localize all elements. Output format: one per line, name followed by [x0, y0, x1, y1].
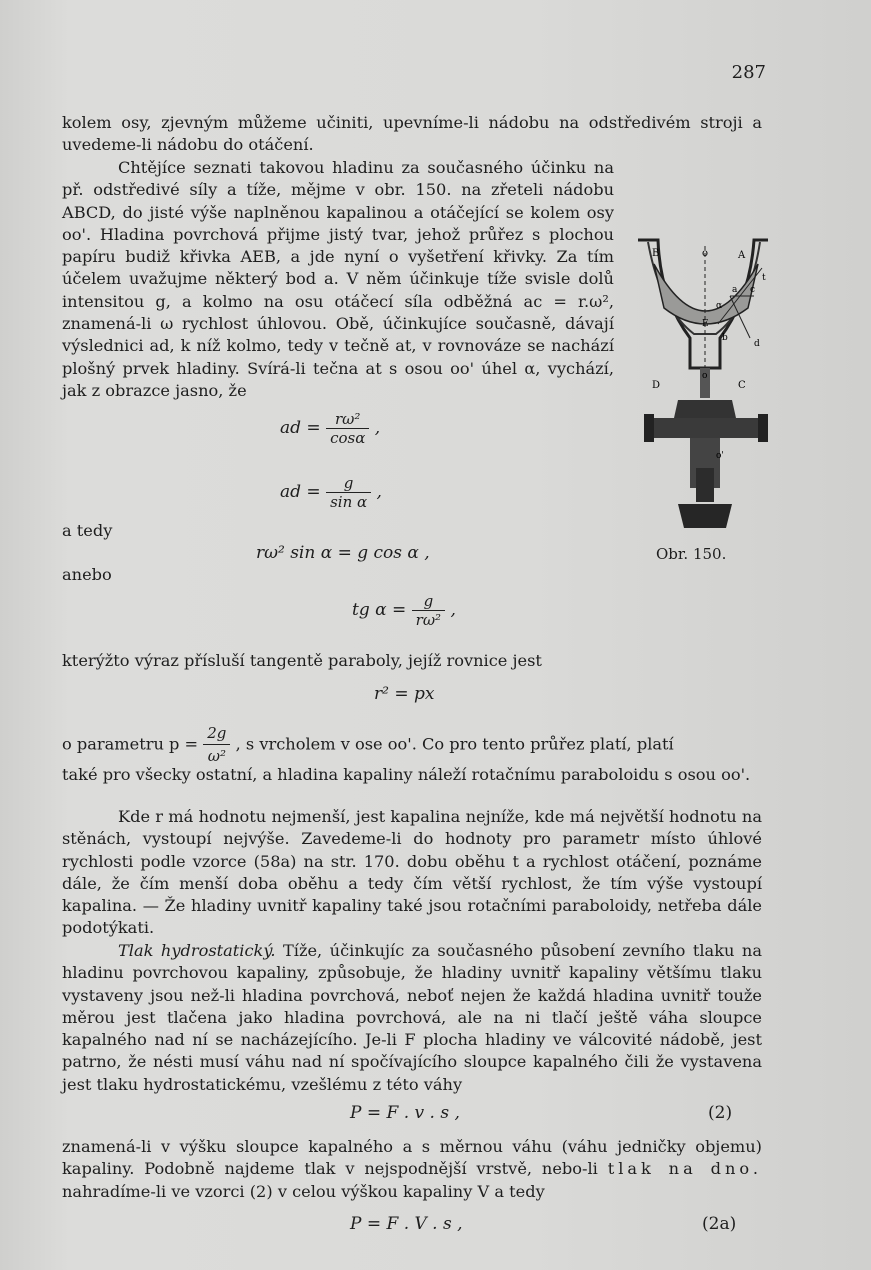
paragraph-6: Tlak hydrostatický. Tíže, účinkujíc za současného působení zevního tlaku na hladinu povrchovou kapaliny, způsobuje, že hladiny uvnitř kapaliny většímu tlaku vystaveny jsou než-li hladina povrchová, neboť nejen že každá hladina uvnitř touže měrou jest tlačena jako hladina povrchová, ale na ni tlačí ještě váha sloupce kapalného nad ní se nacházejícího. Je-li F plocha hladiny ve válcovité nádobě, jest patrno, že nésti musí váhu nad ní spočívajícího sloupce kapalného čili že vystavena jest tlaku hydrostatickému, vzešlému z této váhy [62, 941, 762, 1094]
label-t: t [762, 273, 766, 283]
equation-5: r² = px [374, 684, 435, 704]
label-B: B [652, 248, 660, 259]
liquid-surface [654, 264, 758, 324]
label-a: a [732, 285, 738, 295]
label-anebo: anebo [62, 565, 112, 584]
paragraph-4: o parametru p = $\frac{2g}{\text{ω²}}$ , s vrcholem v ose oo'. Co pro tento průřez platí, platí [62, 724, 674, 766]
paragraph-3: kterýžto výraz přísluší tangentě paraboly, jejíž rovnice jest [62, 651, 542, 670]
paragraph-7: znamená-li v výšku sloupce kapalného a s měrnou váhu (váhu jedničky objemu) kapaliny. Podobně najdeme tlak v nejspodnější vrstvě, nebo-li tlak na dno. nahradíme-li ve vzorci (2) v celou výškou kapaliny V a tedy [62, 1137, 762, 1201]
label-c: c [750, 285, 756, 295]
equation-4: tg α = $\frac{g}{\text{rω²}}$ , [352, 592, 456, 629]
label-o-top: o [702, 248, 709, 259]
paragraph-4b: také pro všecky ostatní, a hladina kapaliny náleží rotačnímu paraboloidu s osou oo'. [62, 765, 751, 784]
label-a-tedy: a tedy [62, 521, 113, 540]
equation-6: P = F . v . s , [350, 1103, 460, 1123]
equation-7-number: (2a) [702, 1214, 737, 1234]
paragraph-2: Chtějíce seznati takovou hladinu za současného účinku na př. odstředivé síly a tíže, mějme v obr. 150. na zřeteli nádobu ABCD, do jisté výše naplněnou kapalinou a otáčející se kolem osy oo'. Hladina povrchová přijme jistý tvar, jehož průřez s plochou papíru budiž křivka AEB, a jde nyní o vyšetření křivky. Za tím účelem uvažujme některý bod a. V něm účinkuje tíže svisle dolů intensitou g, a kolmo na osu otáčecí síla odběžná ac = r.ω², znamená-li ω rychlost úhlovou. Obě, účinkujíce současně, dávají výslednici ad, k níž kolmo, tedy v tečně at, v rovnováze se nachází plošný prvek hladiny. Svírá-li tečna at s osou oo' úhel α, vychází, jak z obrazce jasno, že [62, 158, 614, 400]
label-o-prime: o' [716, 451, 724, 461]
label-alpha: α [716, 301, 723, 311]
label-E: E [702, 319, 709, 329]
paragraph-5: Kde r má hodnotu nejmenší, jest kapalina nejníže, kde má největší hodnotu na stěnách, vystoupí nejvýše. Zavedeme-li do hodnoty pro parametr místo úhlové rychlosti podle vzorce (58a) na str. 170. dobu oběhu t a rychlost otáčení, poznáme dále, že čím menší doba oběhu a tedy čím větší rychlost, že tím výše vystoupí kapalina. — Že hladiny uvnitř kapaliny také jsou rotačními paraboloidy, netřeba dále podotýkati. [62, 807, 762, 938]
equation-1: ad = $\frac{\text{rω²}}{\cos\alpha}$ , [280, 410, 381, 447]
figure-caption: Obr. 150. [656, 545, 727, 563]
label-d: d [754, 339, 760, 349]
equation-7: P = F . V . s , [350, 1214, 463, 1234]
paragraph-1: kolem osy, zjevným můžeme učiniti, upevníme-li nádobu na odstředivém stroji a uvedeme-li nádobu do otáčení. [62, 113, 762, 155]
label-D: D [652, 380, 661, 391]
label-A: A [738, 250, 746, 261]
label-C: C [738, 380, 746, 391]
page-number: 287 [731, 62, 766, 83]
label-b: b [722, 333, 728, 343]
label-o-bottom: o [702, 371, 708, 381]
equation-3: rω² sin α = g cos α , [256, 543, 430, 563]
equation-2: ad = $\frac{g}{\text{sin α}}$ , [280, 474, 382, 511]
figure-150-rotating-vessel [630, 228, 780, 540]
equation-6-number: (2) [708, 1103, 733, 1123]
